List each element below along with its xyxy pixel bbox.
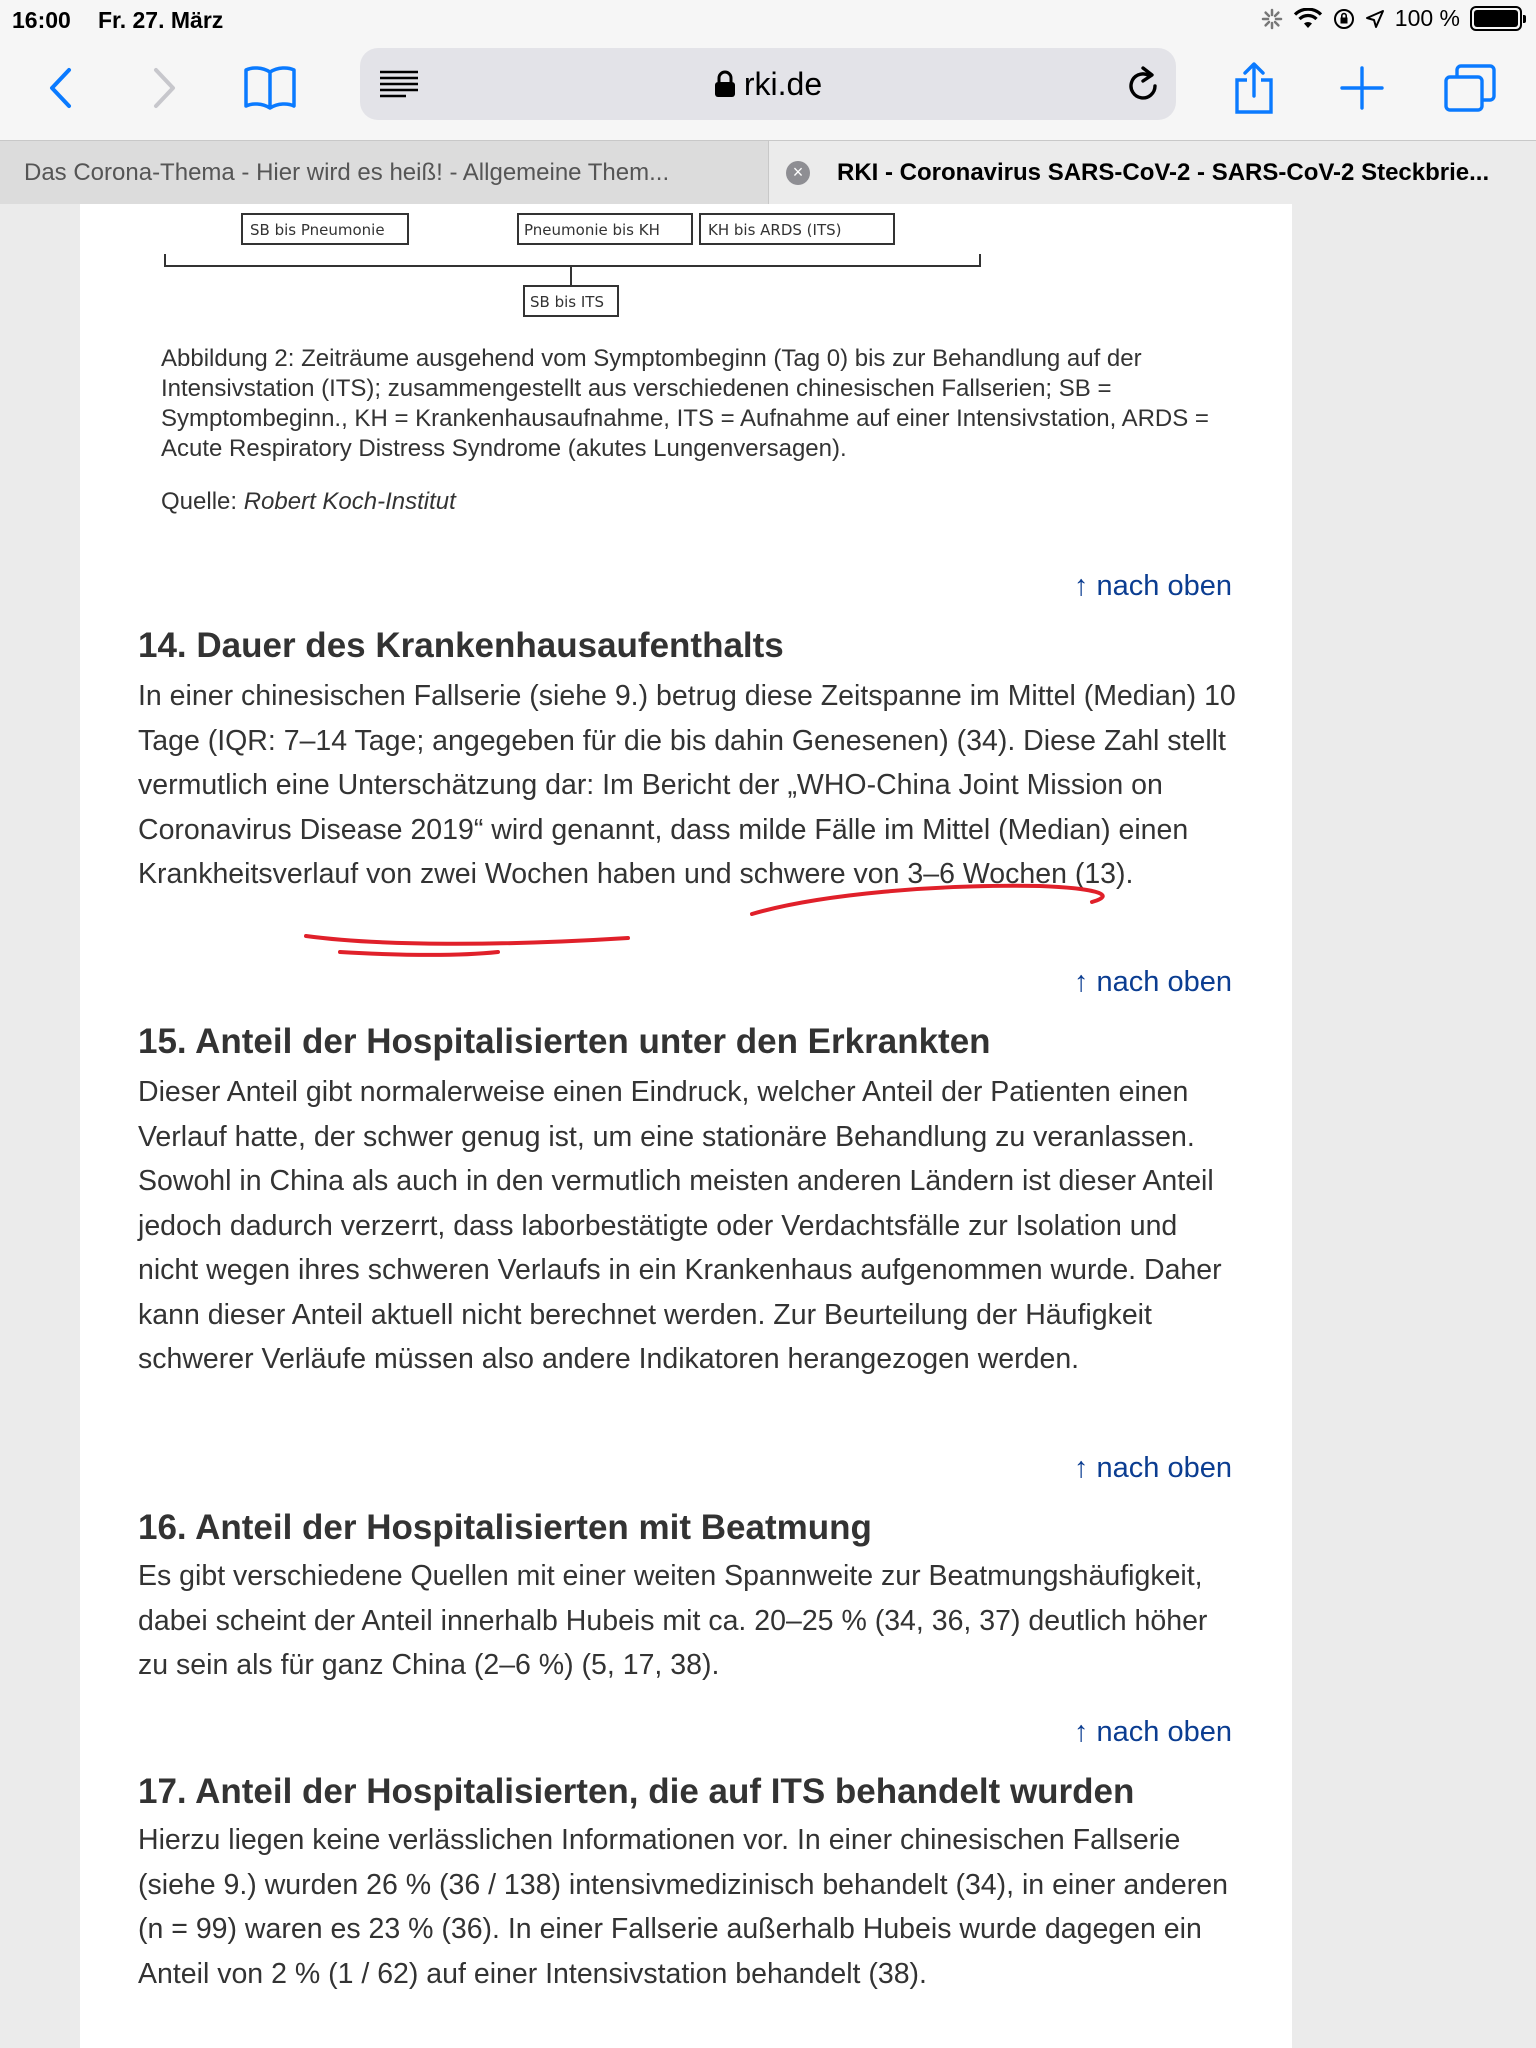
- url-host-container: [360, 66, 1176, 103]
- tab-bar: [0, 140, 1536, 204]
- diagram-label-sb-its: SB bis ITS: [530, 293, 604, 311]
- underline-three-to-six-weeks: [306, 936, 628, 944]
- section-heading-17: 17. Anteil der Hospitalisierten, die auf ITS behandelt wurden: [138, 1772, 1135, 1811]
- back-to-top-link[interactable]: ↑ nach oben: [1073, 1452, 1232, 1484]
- diagram-label-kh-ards: KH bis ARDS (ITS): [708, 221, 842, 239]
- tab-corona-thema[interactable]: Das Corona-Thema - Hier wird es heiß! - Allgemeine Them...: [24, 159, 670, 186]
- section-text-15: Dieser Anteil gibt normalerweise einen Eindruck, welcher Anteil der Patienten einen Verlauf hatte, der schwer genug ist, um eine stationäre Behandlung zu veranlassen. Sowohl in China als auch in den vermutlich meisten anderen Ländern ist dieser Anteil jedoch dadurch verzerrt, dass laborbestätigte oder Verdachtsfälle zur Isolation und nicht wegen ihres schweren Verlaufs in ein Krankenhaus aufgenommen wurde. Daher kann dieser Anteil aktuell nicht berechnet werden. Zur Beurteilung der Häufigkeit schwerer Verläufe müssen also andere Indikatoren herangezogen werden.: [138, 1076, 1222, 1375]
- forward-button[interactable]: [135, 58, 195, 118]
- tab-rki-steckbrief[interactable]: RKI - Coronavirus SARS-CoV-2 - SARS-CoV-2 Steckbrie...: [768, 141, 1536, 205]
- reload-icon[interactable]: [1124, 64, 1162, 104]
- timeline-diagram: [80, 204, 1292, 334]
- section-text-16: Es gibt verschiedene Quellen mit einer weiten Spannweite zur Beatmungshäufigkeit, dabei scheint der Anteil innerhalb Hubeis mit ca. 20–25 % (34, 36, 37) deutlich höher zu sein als für ganz China (2–6 %) (5, 17, 38).: [138, 1560, 1208, 1681]
- new-tab-button[interactable]: [1332, 58, 1392, 118]
- figure-source: [161, 488, 456, 516]
- figure-caption: Abbildung 2: Zeiträume ausgehend vom Symptombeginn (Tag 0) bis zur Behandlung auf der Intensivstation (ITS); zusammengestellt aus verschiedenen chinesischen Fallserien; SB = Symptombeginn., KH = Krankenhausaufnahme, ITS = Aufnahme auf einer Intensivstation, ARDS = Acute Respiratory Distress Syndrome (akutes Lungenversagen).: [161, 345, 1209, 462]
- url-host: rki.de: [743, 66, 823, 102]
- book-icon: [242, 64, 298, 112]
- back-to-top-link[interactable]: ↑ nach oben: [1073, 1716, 1232, 1748]
- source-label: Quelle:: [161, 488, 238, 515]
- web-page: [80, 204, 1292, 2048]
- lock-icon: [714, 70, 736, 98]
- share-icon: [1233, 62, 1275, 114]
- share-button[interactable]: [1224, 58, 1284, 118]
- chevron-left-icon: [47, 66, 73, 110]
- underline-three-to-six-weeks-second: [340, 952, 498, 955]
- section-heading-16: 16. Anteil der Hospitalisierten mit Beatmung: [138, 1508, 872, 1547]
- status-time: 16:00: [12, 7, 71, 33]
- back-to-top-link[interactable]: ↑ nach oben: [1073, 570, 1232, 602]
- back-button[interactable]: [30, 58, 90, 118]
- section-text-17: Hierzu liegen keine verlässlichen Informationen vor. In einer chinesischen Fallserie (siehe 9.) wurden 26 % (36 / 138) intensivmedizinisch behandelt (34), in einer anderen (n = 99) waren es 23 % (36). In einer Fallserie außerhalb Hubeis wurde dagegen ein Anteil von 2 % (1 / 62) auf einer Intensivstation behandelt (38).: [138, 1824, 1228, 1990]
- diagram-label-pneumonie-kh: Pneumonie bis KH: [524, 221, 660, 239]
- back-to-top-link[interactable]: ↑ nach oben: [1073, 966, 1232, 998]
- section-text-14: In einer chinesischen Fallserie (siehe 9.) betrug diese Zeitspanne im Mittel (Median) 10 Tage (IQR: 7–14 Tage; angegeben für die bis dahin Genesenen) (34). Diese Zahl stellt vermutlich eine Unterschätzung dar: Im Bericht der „WHO-China Joint Mission on Coronavirus Disease 2019“ wird genannt, dass milde Fälle im Mittel (Median) einen Krankheitsverlauf von zwei Wochen haben und schwere von 3–6 Wochen (13).: [138, 680, 1236, 890]
- wifi-icon: [1293, 8, 1323, 30]
- section-heading-15: 15. Anteil der Hospitalisierten unter den Erkrankten: [138, 1022, 991, 1061]
- bookmarks-button[interactable]: [240, 58, 300, 118]
- close-icon[interactable]: ×: [786, 161, 810, 185]
- battery-percent: 100 %: [1394, 5, 1460, 31]
- tabs-overview-button[interactable]: [1440, 58, 1500, 118]
- plus-icon: [1339, 65, 1385, 111]
- orientation-lock-icon: [1333, 8, 1355, 30]
- status-bar: [0, 0, 1536, 40]
- address-bar[interactable]: [360, 48, 1176, 120]
- diagram-label-sb-pneumonie: SB bis Pneumonie: [250, 221, 385, 239]
- location-icon: [1365, 9, 1385, 29]
- browser-toolbar: [0, 40, 1536, 140]
- activity-spinner-icon: [1261, 8, 1283, 30]
- source-name: Robert Koch-Institut: [243, 488, 456, 515]
- battery-icon: [1470, 6, 1522, 31]
- section-heading-14: 14. Dauer des Krankenhausaufenthalts: [138, 626, 784, 665]
- chevron-right-icon: [152, 66, 178, 110]
- tabs-icon: [1443, 63, 1497, 113]
- status-indicators: [1261, 5, 1522, 32]
- status-date: Fr. 27. März: [98, 7, 224, 33]
